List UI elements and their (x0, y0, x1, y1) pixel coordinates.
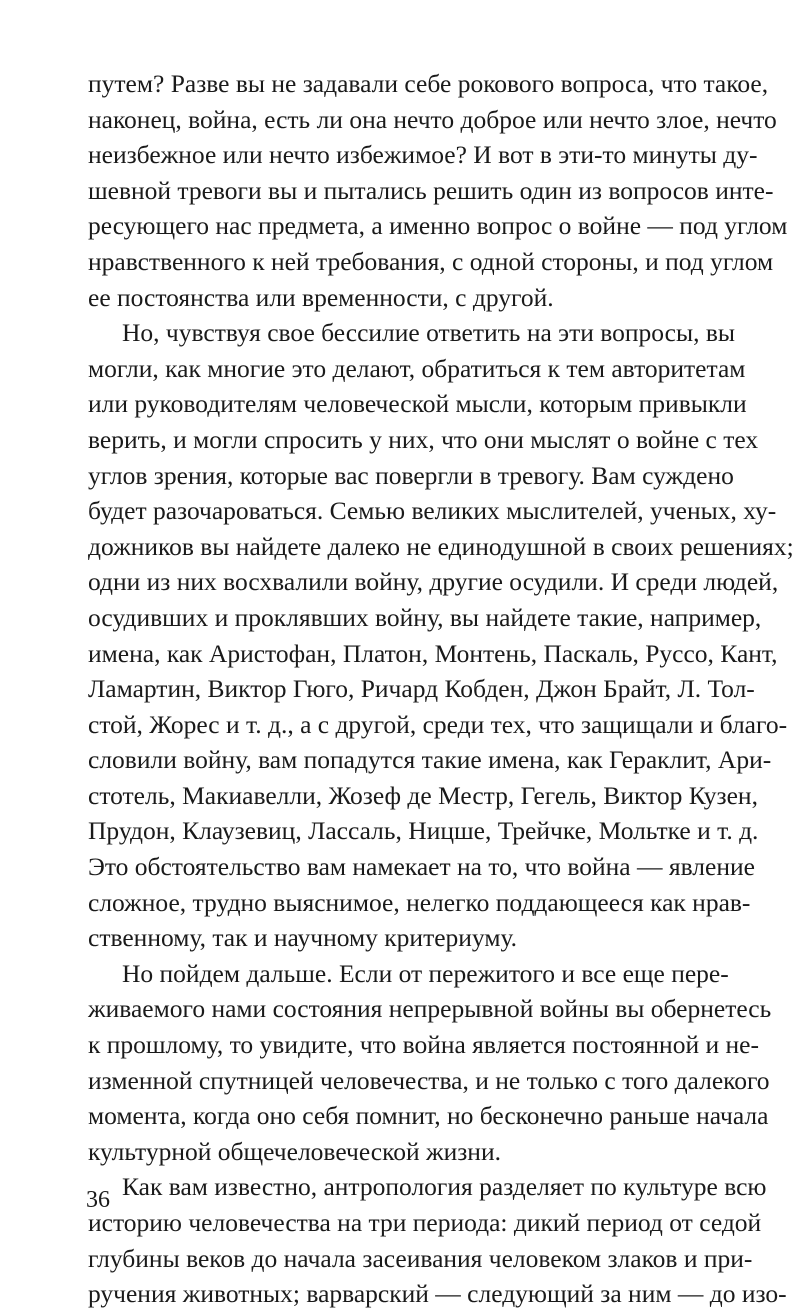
text-line: наконец, война, есть ли она нечто доброе или нечто злое, нечто (88, 104, 777, 134)
text-line: стой, Жорес и т. д., а с другой, среди тех, что защищали и благо- (88, 709, 788, 739)
text-line: историю человечества на три периода: дикий период от седой (88, 1208, 762, 1237)
body-text (88, 66, 794, 1312)
text-line: глубины веков до начала засеивания человеком злаков и при- (88, 1243, 753, 1273)
text-line: культурной общечеловеческой жизни. (88, 1136, 501, 1166)
text-line: путем? Разве вы не задавали себе рокового вопроса, что такое, (88, 69, 769, 98)
text-line: живаемого нами состояния непрерывной войны вы обернетесь (88, 994, 772, 1024)
text-line: изменной спутницей человечества, и не только с того далекого (88, 1065, 770, 1095)
paragraph (88, 1169, 787, 1311)
text-line: Ламартин, Виктор Гюго, Ричард Кобден, Джон Брайт, Л. Тол- (88, 674, 755, 704)
text-line: неизбежное или нечто избежимое? И вот в эти-то минуты ду- (88, 140, 758, 170)
text-line: Как вам известно, антропология разделяет по культуре всю (122, 1172, 767, 1202)
text-line: Прудон, Клаузевиц, Лассаль, Ницше, Трейчке, Мольтке и т. д. (88, 816, 759, 846)
text-line: могли, как многие это делают, обратиться к тем авторитетам (88, 353, 746, 383)
text-line: сложное, трудно выяснимое, нелегко поддающееся как нрав- (88, 887, 751, 917)
text-line: нравственного к ней требования, с одной стороны, и под углом (88, 246, 774, 276)
text-line: ручения животных; варварский — следующий за ним — до изо- (88, 1279, 787, 1309)
text-line: момента, когда оно себя помнит, но бесконечно раньше начала (88, 1101, 769, 1131)
text-line: будет разочароваться. Семью великих мыслителей, ученых, ху- (88, 496, 777, 526)
text-line: шевной тревоги вы и пытались решить один из вопросов инте- (88, 175, 774, 205)
text-line: одни из них восхвалили войну, другие осудили. И среди людей, (88, 567, 779, 597)
paragraph (88, 956, 772, 1170)
text-line: ственному, так и научному критериуму. (88, 923, 518, 953)
text-line: имена, как Аристофан, Платон, Монтень, Паскаль, Руссо, Кант, (88, 638, 778, 668)
text-line: углов зрения, которые вас повергли в тревогу. Вам суждено (88, 460, 734, 490)
text-line: дожников вы найдете далеко не единодушной в своих решениях; (88, 531, 794, 561)
text-line: к прошлому, то увидите, что война является постоянной и не- (88, 1030, 759, 1060)
text-line: осудивших и проклявших войну, вы найдете такие, например, (88, 602, 762, 632)
text-line: верить, и могли спросить у них, что они мыслят о войне с тех (88, 424, 759, 454)
text-line: ее постоянства или временности, с другой. (88, 282, 554, 312)
text-line: Но, чувствуя свое бессилие ответить на эти вопросы, вы (122, 318, 736, 348)
text-line: стотель, Макиавелли, Жозеф де Местр, Гегель, Виктор Кузен, (88, 780, 758, 810)
text-line: Это обстоятельство вам намекает на то, что война — явление (88, 852, 755, 882)
text-line: или руководителям человеческой мысли, которым привыкли (88, 389, 747, 419)
text-line: ресующего нас предмета, а именно вопрос о войне — под углом (88, 211, 788, 241)
paragraph (88, 315, 794, 956)
text-line: Но пойдем дальше. Если от пережитого и все еще пере- (122, 958, 729, 988)
text-line: словили войну, вам попадутся такие имена, как Гераклит, Ари- (88, 745, 772, 775)
paragraph (88, 66, 788, 315)
page-number: 36 (86, 1187, 110, 1213)
